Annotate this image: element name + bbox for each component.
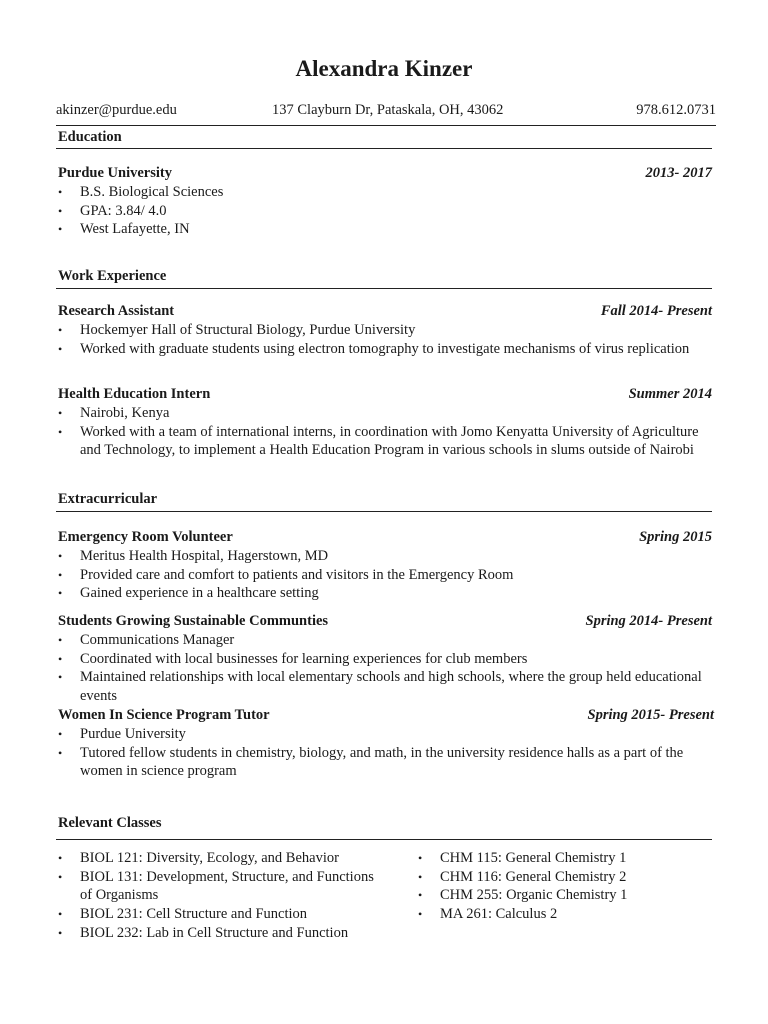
class-item: • BIOL 232: Lab in Cell Structure and Function (58, 924, 388, 943)
email-address: akinzer@purdue.edu (56, 102, 177, 118)
extracurricular-entry (58, 528, 712, 603)
extracurricular-entry (58, 706, 714, 781)
class-item: • CHM 116: General Chemistry 2 (418, 868, 718, 887)
bullet-item: • Maintained relationships with local elementary schools and high schools, where the group held educational events (58, 668, 712, 705)
bullet-item: • Tutored fellow students in chemistry, biology, and math, in the university residence halls as a part of the women in science program (58, 744, 714, 781)
work-entry (58, 385, 712, 460)
bullet-item: • Hockemyer Hall of Structural Biology, Purdue University (58, 321, 712, 340)
entry-organization: Research Assistant (58, 303, 175, 319)
entry-bullets (58, 631, 712, 706)
class-item: • CHM 115: General Chemistry 1 (418, 849, 718, 868)
entry-organization: Purdue University (58, 165, 172, 181)
entry-organization: Health Education Intern (58, 386, 211, 402)
bullet-item: • Worked with a team of international interns, in coordination with Jomo Kenyatta University of Agriculture and Technology, to implement a Health Education Program in various schools in slums outside of Nairobi (58, 423, 712, 460)
header-divider (56, 125, 716, 126)
extracurricular-entry (58, 612, 712, 706)
section-divider-extracurricular (56, 511, 712, 512)
section-title-relevant-classes: Relevant Classes (58, 815, 162, 831)
entry-organization: Students Growing Sustainable Communties (58, 613, 329, 629)
entry-bullets (58, 547, 712, 603)
bullet-item: • Nairobi, Kenya (58, 404, 712, 423)
bullet-item: • Meritus Health Hospital, Hagerstown, MD (58, 547, 712, 566)
classes-list-left (58, 849, 388, 943)
entry-bullets (58, 321, 712, 358)
entry-date: 2013- 2017 (645, 165, 712, 181)
bullet-item: • Gained experience in a healthcare setting (58, 584, 712, 603)
class-item: • MA 261: Calculus 2 (418, 905, 718, 924)
section-divider-education (56, 148, 712, 149)
resume-name: Alexandra Kinzer (295, 56, 473, 81)
entry-date: Spring 2015- Present (587, 707, 714, 723)
bullet-item: • B.S. Biological Sciences (58, 183, 712, 202)
section-title-work-experience: Work Experience (58, 268, 167, 284)
bullet-item: • Communications Manager (58, 631, 712, 650)
bullet-item: • Provided care and comfort to patients and visitors in the Emergency Room (58, 566, 712, 585)
class-item: • BIOL 231: Cell Structure and Function (58, 905, 388, 924)
bullet-item: • Coordinated with local businesses for learning experiences for club members (58, 650, 712, 669)
entry-date: Fall 2014- Present (600, 303, 712, 319)
work-entry (58, 302, 712, 358)
section-divider-work (56, 288, 712, 289)
entry-bullets (58, 183, 712, 239)
entry-organization: Emergency Room Volunteer (58, 529, 233, 545)
class-item: • BIOL 121: Diversity, Ecology, and Behavior (58, 849, 388, 868)
section-title-education: Education (58, 129, 122, 145)
bullet-item: • GPA: 3.84/ 4.0 (58, 202, 712, 221)
education-entry (58, 164, 712, 239)
bullet-item: • Purdue University (58, 725, 714, 744)
entry-bullets (58, 725, 714, 781)
class-item: • CHM 255: Organic Chemistry 1 (418, 886, 718, 905)
class-item: • BIOL 131: Development, Structure, and Functions of Organisms (58, 868, 388, 905)
mailing-address: 137 Clayburn Dr, Pataskala, OH, 43062 (272, 102, 504, 118)
entry-date: Spring 2015 (639, 529, 712, 545)
entry-date: Summer 2014 (628, 386, 712, 402)
classes-list-right (418, 849, 718, 924)
entry-date: Spring 2014- Present (585, 613, 712, 629)
entry-organization: Women In Science Program Tutor (58, 707, 270, 723)
section-title-extracurricular: Extracurricular (58, 491, 158, 507)
bullet-item: • Worked with graduate students using electron tomography to investigate mechanisms of virus replication (58, 340, 712, 359)
section-divider-classes (56, 839, 712, 840)
phone-number: 978.612.0731 (636, 102, 716, 118)
entry-bullets (58, 404, 712, 460)
bullet-item: • West Lafayette, IN (58, 220, 712, 239)
